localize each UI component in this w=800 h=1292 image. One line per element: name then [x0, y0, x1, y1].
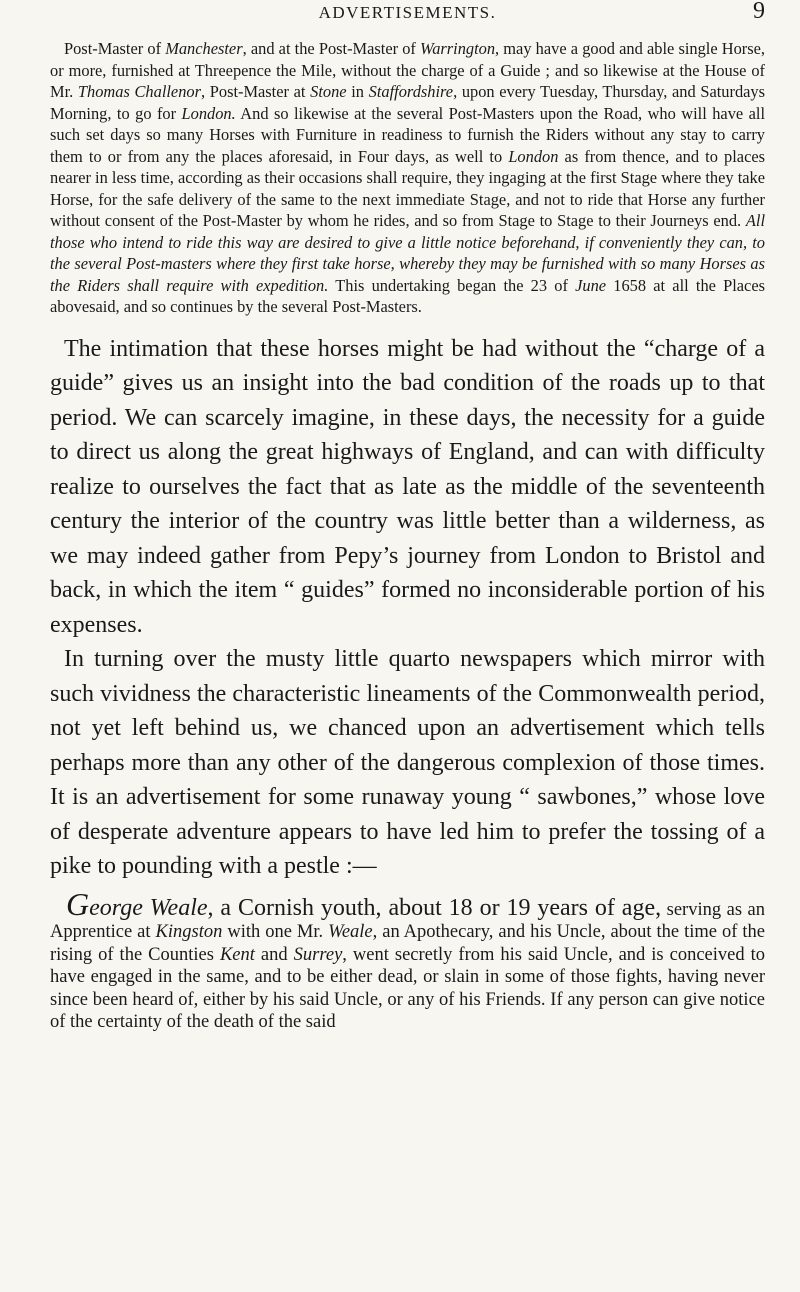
quote-text: as from thence, and to places nearer in less time, according as their occasions shall require, they ingaging at the first Stage where they take Horse, for the safe delivery of the same to the next immediate Stage, and not to ride that Horse any further without consent of the Post-Master by whom he rides, and so from Stage to Stage to their Journeys end. [50, 146, 766, 230]
advert-text: with one Mr. [222, 922, 329, 942]
quote-place-staffordshire: Staffordshire [368, 82, 454, 101]
quote-text: , Post-Master at [200, 82, 311, 101]
advert-place-kent: Kent [219, 944, 255, 965]
advert-name-george-weale: eorge Weale [89, 894, 208, 921]
page-number: 9 [753, 0, 765, 24]
quote-month-june: June [575, 275, 607, 295]
quote-place-stone: Stone [310, 82, 347, 101]
quote-place-warrington: Warrington [420, 39, 496, 58]
quote-person-challenor: Thomas Challenor [77, 82, 201, 101]
quote-place-manchester: Manchester [165, 39, 243, 58]
quote-text: And so likewise at the several Post-Masters upon the Road, who will have all such set days so many Horses with Furniture in readiness to furnish the Riders without any stay to carry them to or from any the places aforesaid, in Four days, as well to [50, 103, 765, 166]
drop-capital: G [66, 885, 90, 922]
running-title: ADVERTISEMENTS. [318, 3, 497, 22]
advert-text: , a Cornish youth, about 18 or 19 years of age, [207, 894, 662, 921]
quote-text: Post-Master of [64, 39, 166, 58]
runaway-apprentice-advertisement [50, 885, 766, 1034]
quote-place-london: London. [181, 103, 236, 123]
running-header [50, 0, 765, 38]
quote-text: in [346, 82, 369, 101]
page [50, 0, 765, 1292]
advert-place-kingston: Kingston [155, 922, 223, 942]
quote-text: , and at the Post-Master of [242, 39, 421, 58]
advert-text: and [254, 944, 294, 965]
advert-text: , went secretly from his said Uncle, and is conceived to have engaged in the same, and to be either dead, or slain in some of those fights, having never since been heard of, either by his said Uncle, or any of his Friends. If any person can give notice of the certainty of the death of the said [50, 944, 766, 1032]
advert-text: , an Apothecary, and his Uncle, about the time of the rising of the Counties [50, 922, 765, 965]
quote-italic-notice: All those who intend to ride this way are desired to give a little notice beforehand, if conveniently they can, to the several Post-masters where they first take horse, whereby they may be furnished with so many Horses as the Riders shall require with expedition. [50, 211, 765, 295]
quote-text: 1658 at all the Places abovesaid, and so continues by the several Post-Masters. [50, 275, 765, 316]
advert-name-weale: Weale [328, 922, 373, 942]
advert-text: serving as an Apprentice at [50, 899, 765, 942]
quote-text: This undertaking began the 23 of [328, 275, 576, 295]
body-paragraph-guides: The intimation that these horses might be had without the “charge of a guide” gives us an insight into the bad condition of the roads up to that period. We can scarcely imagine, in these days, the necessity for a guide to direct us along the great highways of England, and can with difficulty realize to ourselves the fact that as late as the middle of the seventeenth century the interior of the country was little better than a wilderness, as we may indeed gather from Pepy’s journey from London to Bristol and back, in which the item “ guides” formed no inconsiderable portion of his expenses. [50, 335, 765, 638]
quote-text: , upon every Tuesday, Thursday, and Saturdays Morning, to go for [50, 82, 766, 123]
advert-lead [89, 895, 661, 921]
body-paragraph-newspapers: In turning over the musty little quarto newspapers which mirror with such vividness the characteristic lineaments of the Commonwealth period, not yet left behind us, we chanced upon an advertisement which tells perhaps more than any other of the dangerous complexion of those times. It is an advertisement for some runaway young “ sawbones,” whose love of desperate adventure appears to have led him to prefer the tossing of a pike to pounding with a pestle :— [50, 646, 765, 879]
advert-place-surrey: Surrey [293, 944, 343, 965]
quoted-post-master-advertisement [50, 38, 765, 318]
quote-text: , may have a good and able single Horse, or more, furnished at Threepence the Mile, without the charge of a Guide ; and so likewise at the House of Mr. [50, 39, 765, 101]
quote-place-london: London [508, 146, 559, 166]
